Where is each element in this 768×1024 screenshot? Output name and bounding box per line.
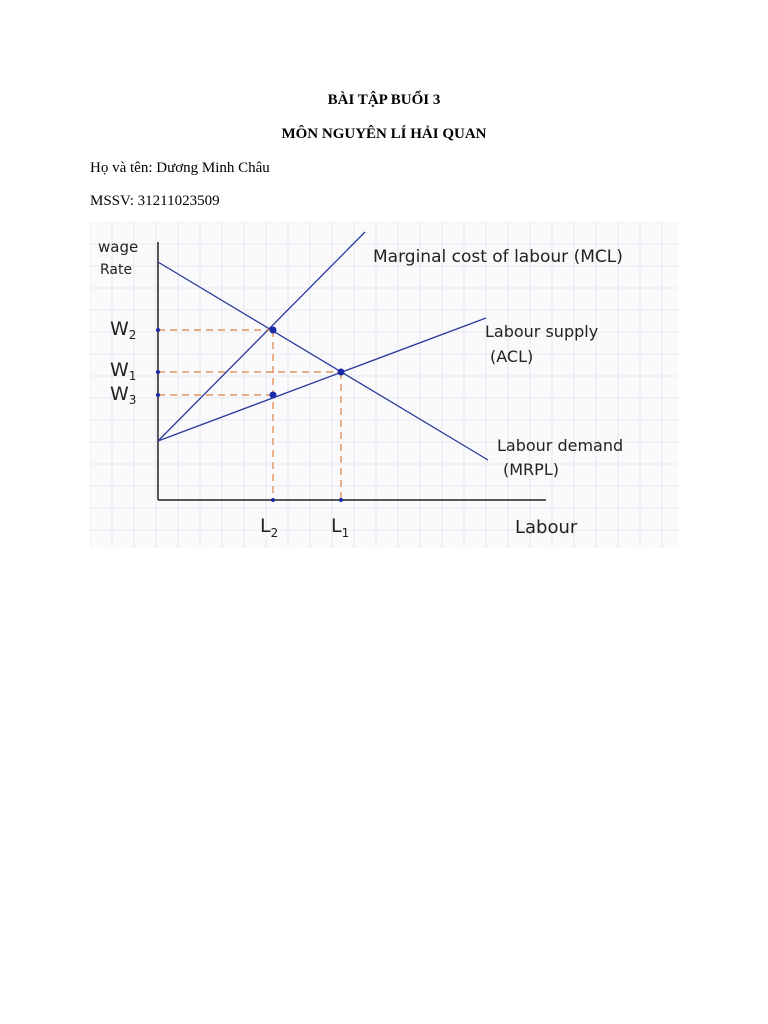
intersection-mcl-demand bbox=[270, 327, 277, 334]
marker-w2 bbox=[156, 328, 160, 332]
marker-l1 bbox=[339, 498, 343, 502]
y-axis-label-line2: Rate bbox=[100, 262, 133, 278]
supply-curve-label-line2: (ACL) bbox=[490, 347, 534, 366]
marker-w1 bbox=[156, 370, 160, 374]
x-axis-label: Labour bbox=[515, 517, 578, 538]
demand-curve-label-line1: Labour demand bbox=[497, 436, 624, 455]
l1-label: $L_1$ bbox=[331, 515, 350, 540]
document-subtitle: MÔN NGUYÊN LÍ HẢI QUAN bbox=[281, 126, 487, 142]
point-supply-at-l2 bbox=[270, 392, 277, 399]
supply-curve-label-line1: Labour supply bbox=[485, 322, 599, 341]
document-title: BÀI TẬP BUỔI 3 bbox=[327, 92, 441, 108]
w1-label: $W_1$ bbox=[110, 359, 137, 383]
intersection-supply-demand bbox=[338, 369, 345, 376]
l2-label: $L_2$ bbox=[260, 515, 279, 540]
marker-l2 bbox=[271, 498, 275, 502]
mcl-curve-label: Marginal cost of labour (MCL) bbox=[373, 247, 623, 267]
labour-market-diagram bbox=[90, 222, 678, 548]
student-name: Họ và tên: Dương Minh Châu bbox=[90, 160, 270, 176]
student-id: MSSV: 31211023509 bbox=[90, 193, 220, 209]
y-axis-label-line1: wage bbox=[98, 238, 139, 256]
marker-w3 bbox=[156, 393, 160, 397]
w2-label: $W_2$ bbox=[110, 318, 137, 342]
demand-curve-label-line2: (MRPL) bbox=[503, 460, 559, 479]
w3-label: $W_3$ bbox=[110, 383, 137, 407]
